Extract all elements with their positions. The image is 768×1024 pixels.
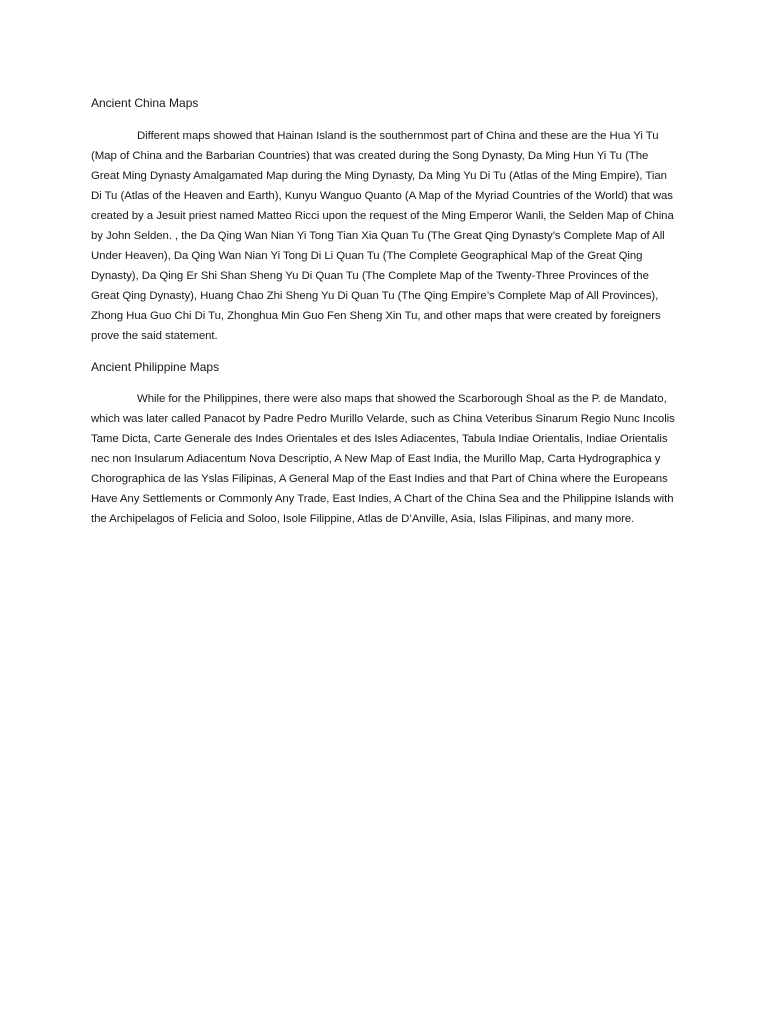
section-body-philippines: While for the Philippines, there were also maps that showed the Scarborough Shoal as the P. de Mandato, which was later called Panacot by Padre Pedro Murillo Velarde, such as China Veteribus Sinarum Regio Nunc Incolis Tame Dicta, Carte Generale des Indes Orientales et des Isles Adiacentes, Tabula Indiae Orientalis, Indiae Orientalis nec non Insularum Adiacentum Nova Descriptio, A New Map of East India, the Murillo Map, Carta Hydrographica y Chorographica de las Yslas Filipinas, A General Map of the East Indies and that Part of China where the Europeans Have Any Settlements or Commonly Any Trade, East Indies, A Chart of the China Sea and the Philippine Islands with the Archipelagos of Felicia and Soloo, Isole Filippine, Atlas de D’Anville, Asia, Islas Filipinas, and many more.: [91, 393, 675, 525]
spacer: [91, 377, 679, 389]
section-body-china: Different maps showed that Hainan Island is the southernmost part of China and these are the Hua Yi Tu (Map of China and the Barbarian Countries) that was created during the Song Dynasty, Da Ming Hun Yi Tu (The Great Ming Dynasty Amalgamated Map during the Ming Dynasty, Da Ming Yu Di Tu (Atlas of the Ming Empire), Tian Di Tu (Atlas of the Heaven and Earth), Kunyu Wanguo Quanto (A Map of the Myriad Countries of the World) that was created by a Jesuit priest named Matteo Ricci upon the request of the Ming Emperor Wanli, the Selden Map of China by John Selden. , the Da Qing Wan Nian Yi Tong Tian Xia Quan Tu (The Great Qing Dynasty’s Complete Map of All Under Heaven), Da Qing Wan Nian Yi Tong Di Li Quan Tu (The Complete Geographical Map of the Great Qing Dynasty), Da Qing Er Shi Shan Sheng Yu Di Quan Tu (The Complete Map of the Twenty-Three Provinces of the Great Qing Dynasty), Huang Chao Zhi Sheng Yu Di Quan Tu (The Qing Empire’s Complete Map of All Provinces), Zhong Hua Guo Chi Di Tu, Zhonghua Min Guo Fen Sheng Xin Tu, and other maps that were created by foreigners prove the said statement.: [91, 130, 674, 342]
section-heading-china: Ancient China Maps: [91, 96, 199, 110]
document-content: [91, 93, 679, 529]
spacer: [91, 113, 679, 126]
section-heading-philippines: Ancient Philippine Maps: [91, 360, 220, 374]
spacer: [91, 346, 679, 357]
